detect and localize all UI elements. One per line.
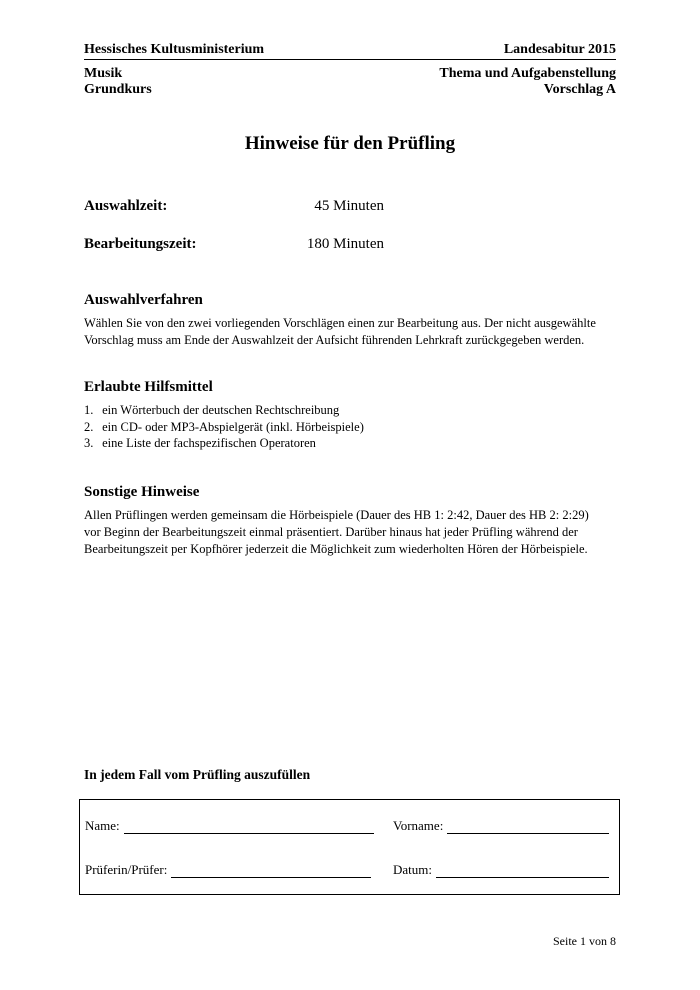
text-line: Bearbeitungszeit per Kopfhörer jederzeit die Möglichkeit zum wiederholten Hören der Hörbeispiele. — [84, 542, 588, 556]
firstname-input-line[interactable] — [447, 819, 609, 834]
work-time-label: Bearbeitungszeit: — [84, 236, 197, 252]
selection-procedure-heading: Auswahlverfahren — [84, 292, 203, 308]
subject: Musik — [84, 66, 123, 81]
examiner-field[interactable] — [85, 862, 371, 878]
text-line: vor Beginn der Bearbeitungszeit einmal präsentiert. Darüber hinaus hat jeder Prüfling während der — [84, 525, 578, 539]
name-field[interactable] — [85, 818, 374, 834]
date-label: Datum: — [393, 862, 432, 877]
selection-procedure-text — [84, 315, 624, 349]
work-time-value: 180 Minuten — [306, 236, 384, 252]
firstname-field[interactable] — [393, 818, 609, 834]
header-top-row — [84, 42, 616, 58]
aids-list — [84, 402, 584, 452]
list-item — [84, 435, 584, 452]
date-input-line[interactable] — [436, 863, 609, 878]
page-number: Seite 1 von 8 — [553, 934, 616, 948]
exam-name: Landesabitur 2015 — [503, 42, 616, 57]
aids-heading: Erlaubte Hilfsmittel — [84, 379, 213, 395]
header-divider — [84, 59, 616, 60]
examiner-label: Prüferin/Prüfer: — [85, 862, 168, 877]
name-label: Name: — [85, 818, 120, 833]
ministry-name: Hessisches Kultusministerium — [84, 42, 265, 57]
list-item — [84, 402, 584, 419]
course: Grundkurs — [84, 82, 152, 97]
date-field[interactable] — [393, 862, 609, 878]
text-line: Vorschlag muss am Ende der Auswahlzeit der Aufsicht führenden Lehrkraft zurückgegeben werden. — [84, 333, 585, 347]
list-number: 2. — [84, 419, 94, 434]
firstname-label: Vorname: — [393, 818, 444, 833]
header-row-subject — [84, 66, 616, 82]
text-line: Allen Prüflingen werden gemeinsam die Hörbeispiele (Dauer des HB 1: 2:42, Dauer des HB 2: 2:29) — [84, 508, 589, 522]
list-text: ein Wörterbuch der deutschen Rechtschreibung — [102, 403, 340, 417]
selection-time-value: 45 Minuten — [314, 198, 384, 214]
name-input-line[interactable] — [124, 819, 374, 834]
proposal: Vorschlag A — [543, 82, 616, 97]
header-row-course — [84, 82, 616, 98]
list-text: eine Liste der fachspezifischen Operatoren — [102, 436, 316, 450]
student-form-box — [79, 799, 620, 895]
examiner-input-line[interactable] — [171, 863, 371, 878]
list-item — [84, 419, 584, 436]
selection-time-label: Auswahlzeit: — [84, 198, 168, 214]
page-title: Hinweise für den Prüfling — [244, 133, 456, 154]
other-notes-heading: Sonstige Hinweise — [84, 484, 200, 500]
other-notes-text — [84, 507, 624, 558]
list-number: 3. — [84, 436, 94, 450]
topic: Thema und Aufgabenstellung — [439, 66, 616, 81]
list-number: 1. — [84, 403, 94, 417]
list-text: ein CD- oder MP3-Abspielgerät (inkl. Hörbeispiele) — [102, 419, 364, 434]
text-line: Wählen Sie von den zwei vorliegenden Vorschlägen einen zur Bearbeitung aus. Der nicht ausgewählte — [84, 316, 596, 330]
form-heading: In jedem Fall vom Prüfling auszufüllen — [84, 767, 311, 782]
